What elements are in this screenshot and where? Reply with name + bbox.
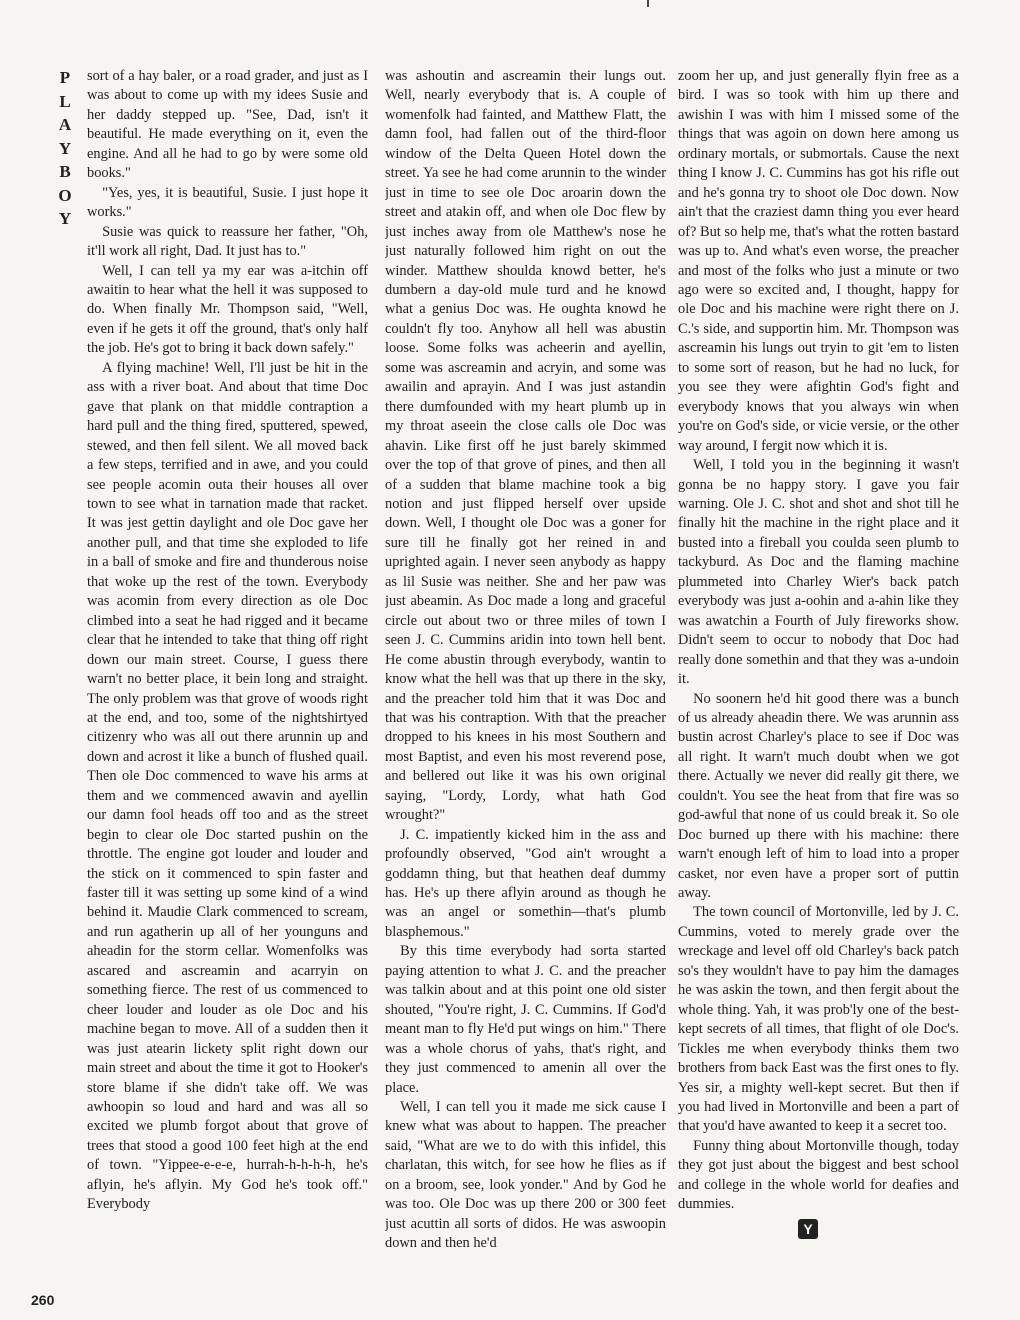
side-label-letter: B <box>59 162 71 181</box>
text-column-3 <box>678 67 959 1297</box>
paragraph: Susie was quick to reassure her father, "Oh, it'll work all right, Dad. It just has to." <box>87 223 368 260</box>
end-of-article-mark: Y <box>798 1219 818 1239</box>
paragraph: No soonern he'd hit good there was a bunch of us already aheadin there. We was arunnin ass bustin acrost Charley's place to see if Doc was all right. It warn't much doubt when we got there. Actually we never did really git there, we couldn't. You see the heat from that fire was so god-awful that none of us could break it. So ole Doc burned up there with his machine: there warn't enough left of him to load into a proper casket, nor even have a proper sort of puttin away. <box>678 690 959 902</box>
paragraph: The town council of Mortonville, led by J. C. Cummins, voted to merely grade over the wreckage and level off old Charley's back patch so's they wouldn't have to pay him the damages he was askin the town, and then fergit about the whole thing. Yah, it was prob'ly one of the best-kept secrets of all times, that flight of ole Doc's. Tickles me when everybody thinks them two brothers from back East was the first ones to fly. Yes sir, a mighty well-kept secret. But then if you had lived in Mortonville and been a part of that you'd have awanted to keep it a secret too. <box>678 904 959 1135</box>
paragraph: Funny thing about Mortonville though, today they got just about the biggest and best school and college in the whole world for deafies and dummies. <box>678 1137 959 1213</box>
side-label-letter: O <box>58 185 72 205</box>
paragraph: Well, I can tell ya my ear was a-itchin off awaitin to hear what the hell it was supposed to do. When finally Mr. Thompson said, "Well, even if he gets it off the ground, that's only half the job. He's got to bring it back down safely." <box>87 262 368 357</box>
paragraph: Well, I can tell you it made me sick cause I knew what was about to happen. The preacher said, "What are we to do with this infidel, this charlatan, this witch, for see how he flies as if on a broom, see, look yonder." And by God he was too. Ole Doc was up there 200 or 300 feet just acuttin all sorts of didos. He was aswoopin down and then he'd <box>385 1099 666 1252</box>
top-crop-mark <box>647 0 649 7</box>
paragraph: "Yes, yes, it is beautiful, Susie. I just hope it works." <box>87 184 368 221</box>
text-column-1 <box>87 67 368 1297</box>
paragraph: By this time everybody had sorta started paying attention to what J. C. and the preacher was talkin about and at this point one old sister shouted, "You're right, J. C. Cummins. If God'd meant man to fly He'd put wings on him." There was a whole chorus of yahs, that's right, and they just commenced to amenin all over the place. <box>385 943 666 1096</box>
side-label-letter: Y <box>58 209 72 228</box>
paragraph: was ashoutin and ascreamin their lungs out. Well, nearly everybody that is. A couple of womenfolk had fainted, and Matthew Flatt, the damn fool, had fallen out of the third-floor window of the Delta Queen Hotel down the street. Ya see he had come arunnin to the winder just in time to see ole Doc aroarin down the street and atakin off, and when ole Doc flew by just inches away from ole Matthew's nose he just naturally followed him right on out the winder. Matthew shoulda knowd better, he's dumbern a day-old mule turd and he knowd what a genius Doc was. He oughta knowd he couldn't fly too. Anyhow all hell was abustin loose. Some folks was acheerin and ayellin, some was ascreamin and acryin, and some was awailin and aprayin. And I was just astandin there dumfounded with my heart plumb up in my throat aseein the close calls ole Doc was ahavin. Like first off he just barely skimmed over the top of that grove of pines, and then all of a sudden that blame machine took a big notion and just flipped herself over upside down. Well, I thought ole Doc was a goner for sure till he finally got her reined in and uprighted again. I never seen anybody as happy as lil Susie was neither. She and her paw was just abeamin. As Doc made a long and graceful circle out about two or three miles of town I seen J. C. Cummins aridin into town hell bent. He come abustin through everybody, wantin to know what the hell was that up there in the sky, and the preacher told him that it was Doc and that was his contraption. With that the preacher dropped to his knees in his most Southern and most Baptist, and even his most reverend pose, and bellered out like it was his own original saying, "Lordy, Lordy, what hath God wrought?" <box>385 68 666 824</box>
paragraph: Well, I told you in the beginning it wasn't gonna be no happy story. I gave you fair warning. Ole J. C. shot and shot and shot till he finally hit the machine in the right place and it busted into a fireball you coulda seen plumb to tackyburd. As Doc and the flaming machine plummeted into Charley Wier's back patch everybody was just a-oohin and a-ahin like they was awatchin a Fourth of July fireworks show. Didn't seem to occur to nobody that Doc had really done somethin and that they was a-undoin it. <box>678 457 959 688</box>
paragraph: A flying machine! Well, I'll just be hit in the ass with a river boat. And about that time Doc gave that plank on that middle contraption a hard pull and the thing fired, sputtered, spewed, stewed, and then fell silent. We all moved back a few steps, terrified and in awe, and you could see people acomin outa their houses all over town to see what in tarnation made that racket. It was jest gettin daylight and ole Doc gave her another pull, and that time she exploded to life in a ball of smoke and fire and thunderous noise that woke up the rest of the town. Everybody was acomin from every direction as ole Doc climbed into a seat he had rigged and it became clear that he intended to take that thing off right down our main street. Course, I guess there warn't no better place, it bein long and straight. The only problem was that grove of woods right at the end, and too, some of the nightshirtyed citizenry who was all out there arunnin up and down and acrost it like a bunch of flushed quail. Then ole Doc commenced to wave his arms at them and we commenced awavin and ayellin our damn fool heads off too and as the street begin to clear ole Doc started pushin on the throttle. The engine got louder and louder and the stick on it commenced to spin faster and faster till it was setting up some kind of a wind behind it. Maudie Clark commenced to scream, and run agatherin up all of her younguns and aheadin for the storm cellar. Womenfolks was ascared and ascreamin and acarryin on something fierce. The rest of us commenced to cheer louder and louder as ole Doc and his machine began to move. All of a sudden then it was just atearin lickety split right down our main street and about the time it got to Hooker's store blame if she didn't take off. We was awhoopin so loud and hard and was all so excited we plumb forgot about that grove of trees that stood a good 100 feet high at the end of town. "Yippee-e-e-e, hurrah-h-h-h-h, he's aflyin, he's aflyin. My God he's took off." Everybody <box>87 359 368 1213</box>
paragraph: J. C. impatiently kicked him in the ass and profoundly observed, "God ain't wrought a goddamn thing, but that heathen deaf dummy has. He's up there aflyin around as though he was an angel or somethin—that's plumb blasphemous." <box>385 826 666 940</box>
side-label-letter: Y <box>58 138 72 158</box>
page-number: 260 <box>31 1292 55 1308</box>
text-column-2 <box>385 67 666 1297</box>
side-label-letter: P <box>59 68 71 87</box>
magazine-side-label <box>52 66 78 231</box>
side-label-letter: L <box>59 91 71 111</box>
side-label-letter: A <box>58 115 72 134</box>
paragraph: sort of a hay baler, or a road grader, and just as I was about to come up with my idees Susie and her daddy stepped up. "See, Dad, isn't it beautiful. He made everything on it, even the engine. And all he had to go by were some old books." <box>87 68 368 182</box>
paragraph: zoom her up, and just generally flyin free as a bird. I was so took with him up there and awishin I was with him I missed some of the things that was agoin on down here among us ordinary mortals, or submortals. Cause the next thing I know J. C. Cummins has got his rifle out and he's gonna try to shoot ole Doc down. Now ain't that the craziest damn thing you ever heard of? But so help me, that's what the rotten bastard was up to. And what's even worse, the preacher and most of the folks who just a minute or two ago were so excited and, I thought, happy for ole Doc and his machine were right there on J. C.'s side, and supportin him. Mr. Thompson was ascreamin his lungs out tryin to git 'em to listen to some sort of reason, but he had no luck, for you see they were afightin God's fight and everybody knows that you always win when you're on God's side, or vicie versie, or the other way around, I fergit now which it is. <box>678 68 959 454</box>
